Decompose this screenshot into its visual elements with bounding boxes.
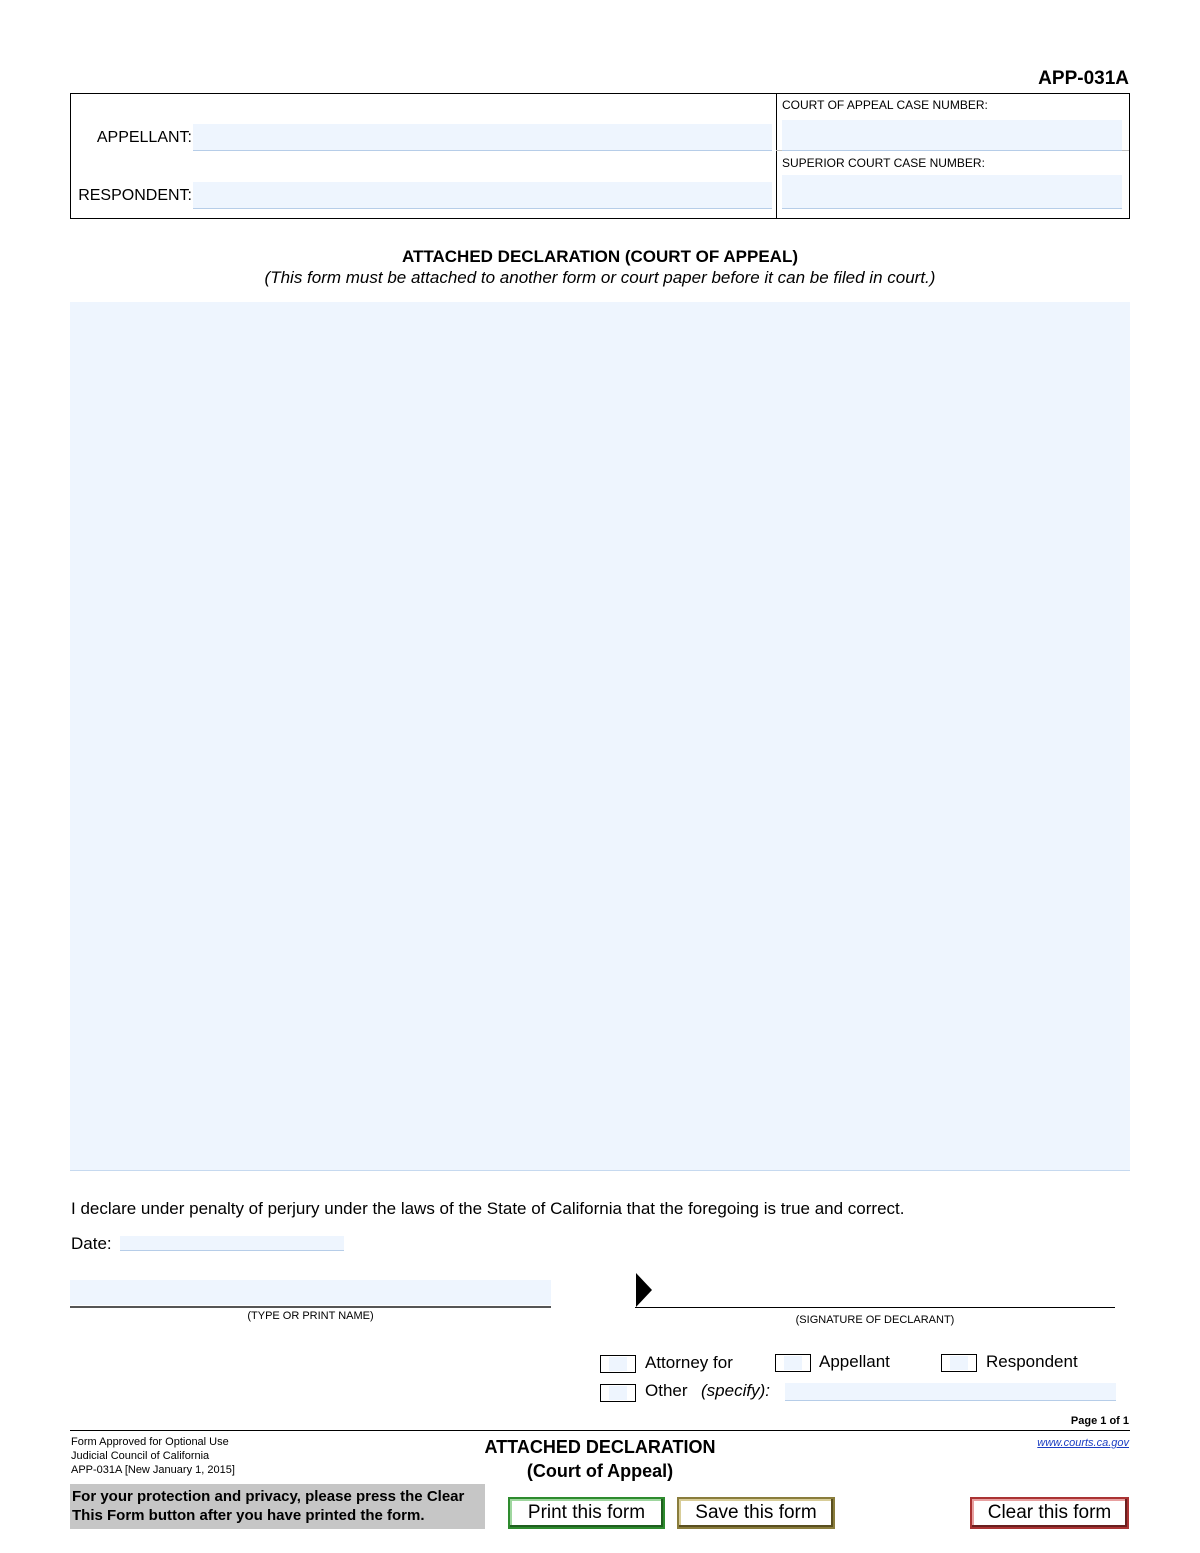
other-label: Other [645, 1381, 688, 1400]
appeal-case-number-label: COURT OF APPEAL CASE NUMBER: [782, 98, 988, 112]
print-form-button[interactable]: Print this form [508, 1497, 665, 1529]
privacy-notice [70, 1484, 485, 1529]
appellant-checkbox[interactable] [775, 1354, 811, 1372]
perjury-statement: I declare under penalty of perjury under the laws of the State of California that the foregoing is true and correct. [71, 1199, 905, 1218]
specify-label: (specify): [701, 1381, 770, 1400]
declarant-name-field[interactable] [70, 1280, 551, 1305]
appeal-case-number-field[interactable] [782, 120, 1122, 151]
approval-line-2: Judicial Council of California [71, 1450, 210, 1462]
footer-title: ATTACHED DECLARATION [484, 1437, 716, 1457]
form-subtitle: (This form must be attached to another form or court paper before it can be filed in court.) [264, 268, 936, 287]
superior-case-number-label: SUPERIOR COURT CASE NUMBER: [782, 156, 985, 170]
respondent-label: RESPONDENT: [78, 187, 192, 204]
date-label: Date: [71, 1234, 112, 1253]
attorney-for-checkbox[interactable] [600, 1355, 636, 1373]
other-checkbox[interactable] [600, 1384, 636, 1402]
save-form-button[interactable]: Save this form [677, 1497, 835, 1529]
name-caption: (TYPE OR PRINT NAME) [247, 1310, 374, 1322]
appellant-option-label: Appellant [819, 1352, 890, 1371]
clear-form-button[interactable]: Clear this form [970, 1497, 1129, 1529]
footer-rule [70, 1430, 1130, 1431]
approval-line-3: APP-031A [New January 1, 2015] [71, 1464, 235, 1476]
signature-caption: (SIGNATURE OF DECLARANT) [795, 1314, 955, 1326]
form-number: APP-031A [1038, 68, 1129, 89]
signature-line [635, 1307, 1115, 1308]
appellant-field[interactable] [193, 124, 772, 151]
other-specify-field[interactable] [785, 1383, 1116, 1401]
footer-subtitle: (Court of Appeal) [526, 1461, 674, 1481]
page-number: Page 1 of 1 [1070, 1415, 1129, 1427]
respondent-field[interactable] [193, 182, 772, 209]
superior-case-number-field[interactable] [782, 175, 1122, 209]
form-title: ATTACHED DECLARATION (COURT OF APPEAL) [401, 247, 798, 266]
privacy-line-2: This Form button after you have printed the form. [72, 1507, 425, 1524]
privacy-line-1: For your protection and privacy, please press the Clear [72, 1488, 465, 1505]
signature-arrow-icon [636, 1273, 654, 1307]
caption-divider [776, 93, 777, 218]
approval-line-1: Form Approved for Optional Use [71, 1436, 229, 1448]
declaration-text-area[interactable] [70, 302, 1130, 1171]
name-line [70, 1306, 551, 1308]
attorney-for-label: Attorney for [645, 1353, 733, 1372]
respondent-checkbox[interactable] [941, 1354, 977, 1372]
respondent-option-label: Respondent [986, 1352, 1078, 1371]
date-field[interactable] [120, 1236, 344, 1251]
courts-website-link[interactable]: www.courts.ca.gov [1037, 1437, 1129, 1449]
appellant-label: APPELLANT: [96, 129, 192, 146]
